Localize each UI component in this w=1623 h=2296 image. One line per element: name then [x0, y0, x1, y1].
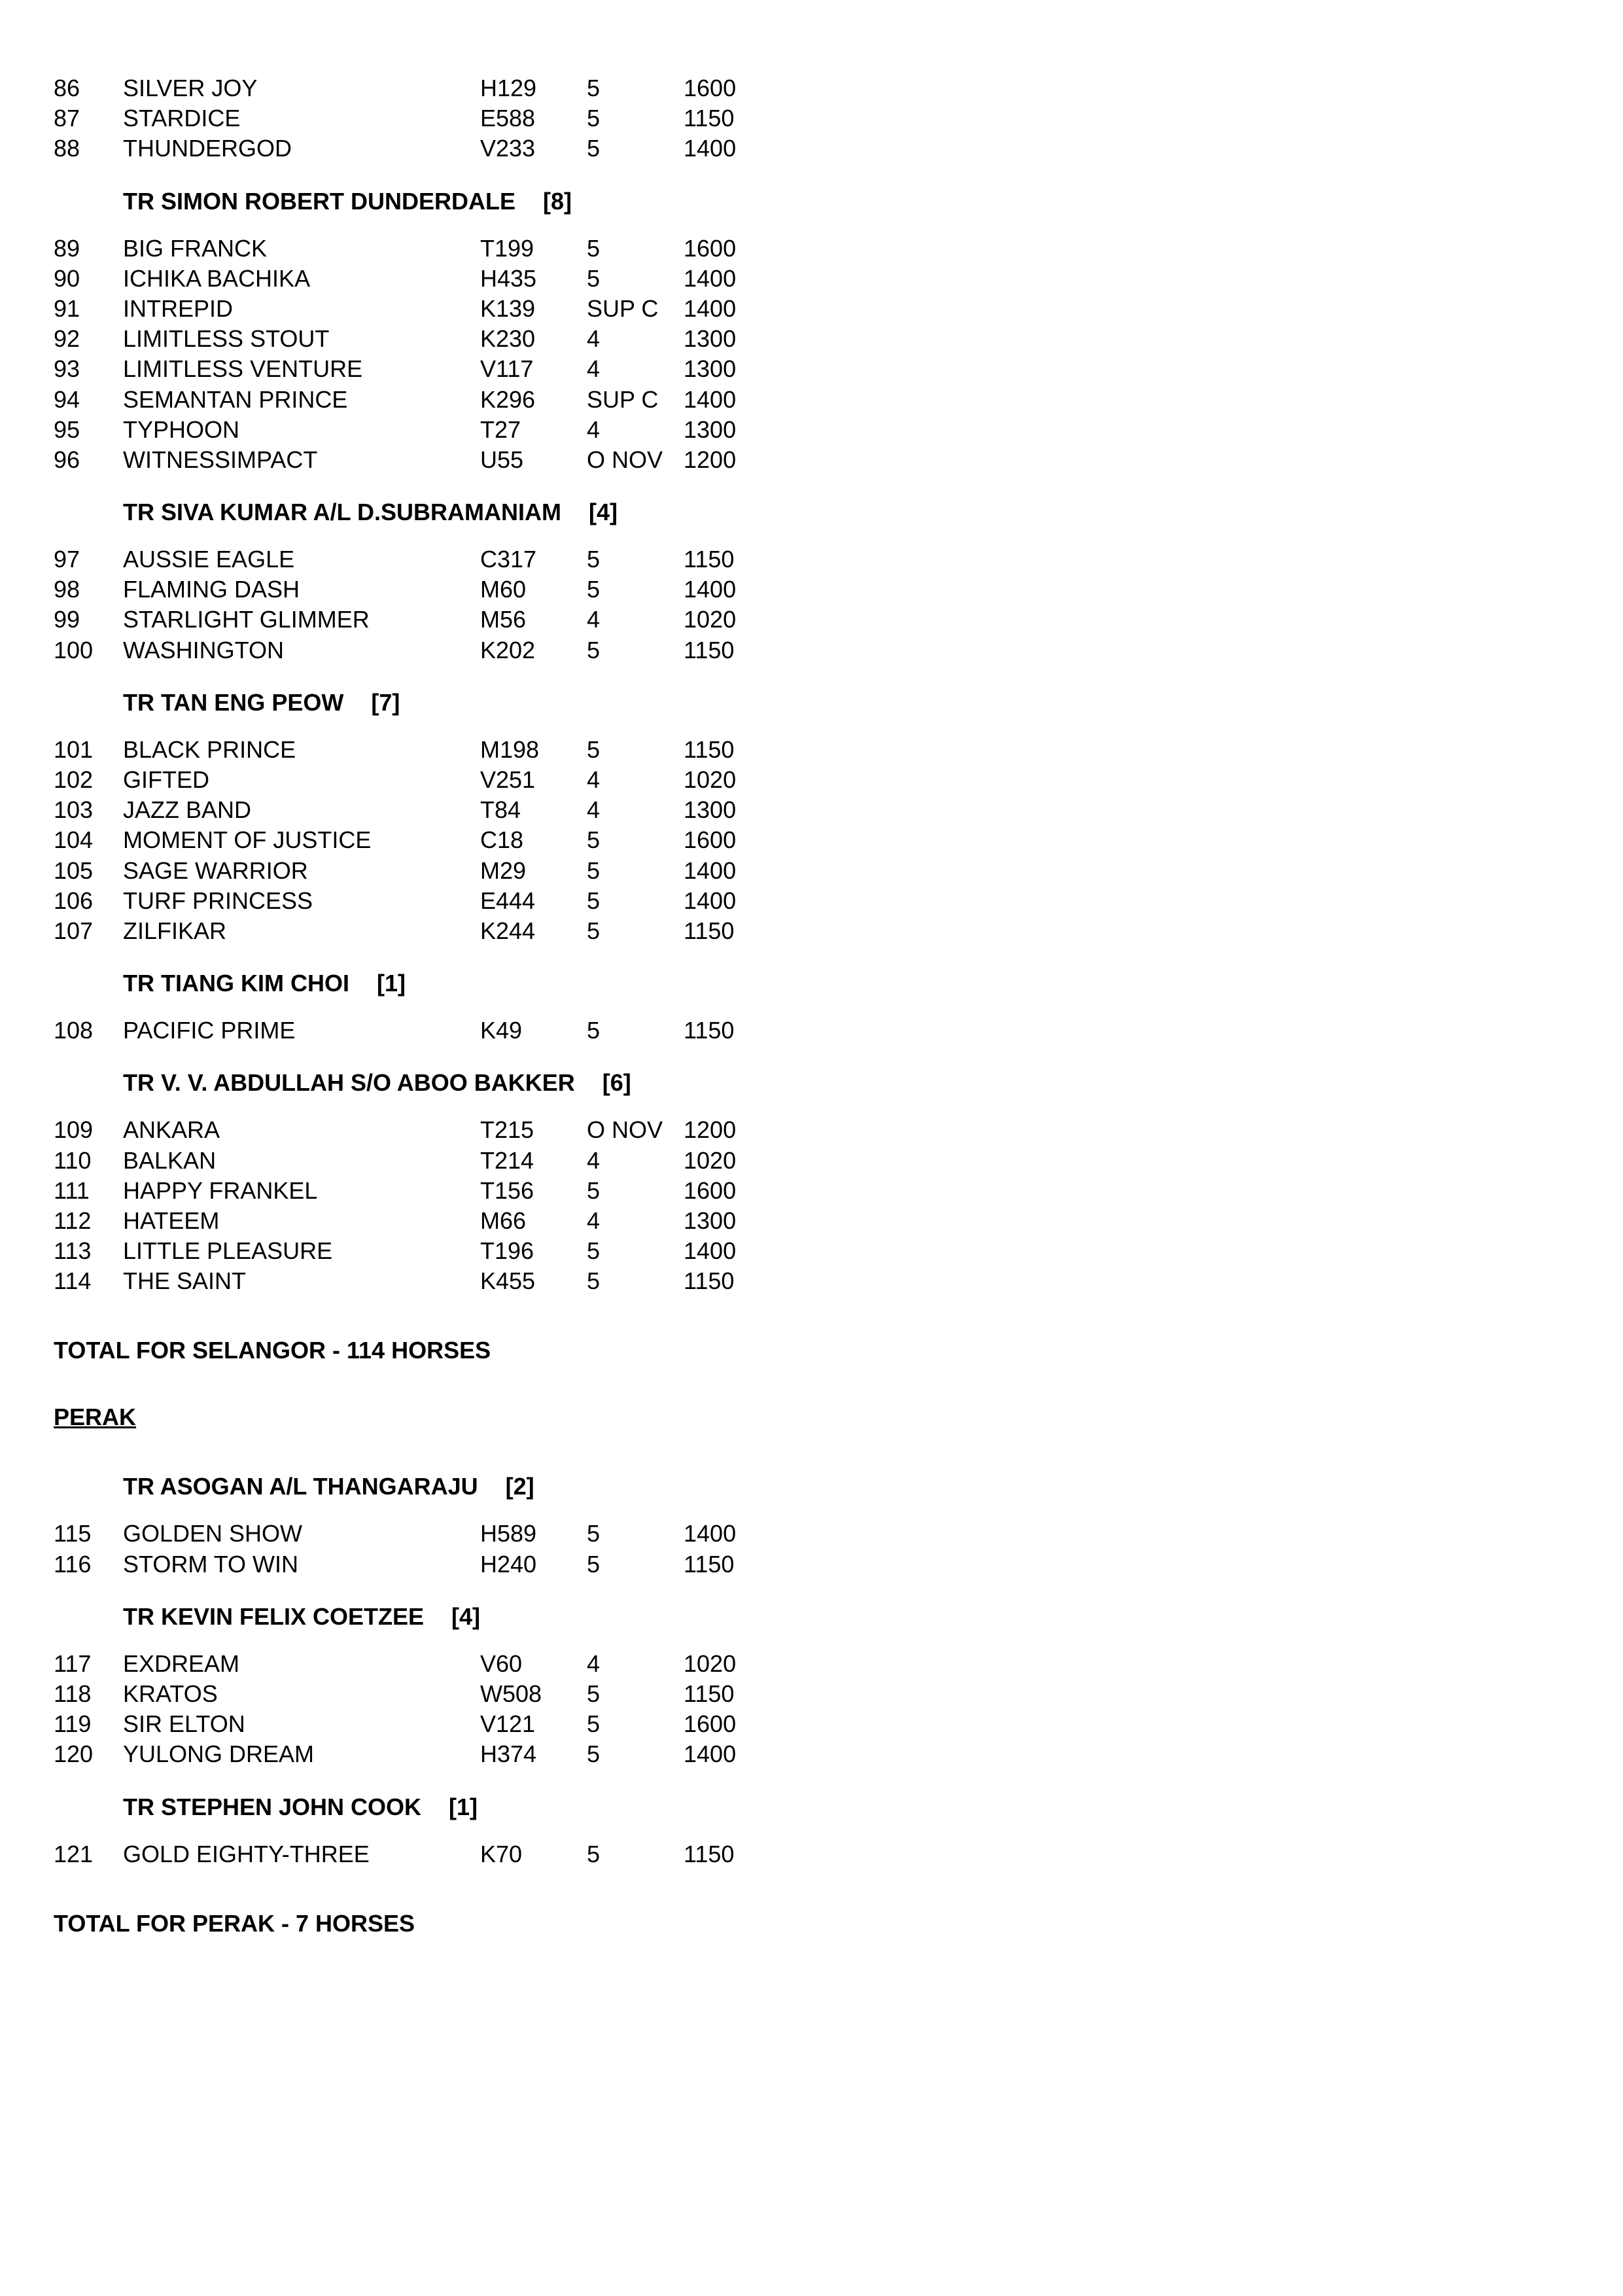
- horse-name: BIG FRANCK: [123, 234, 268, 262]
- trainer-horse-count: [1]: [449, 1793, 478, 1820]
- trainer-horse-count: [1]: [376, 970, 406, 997]
- race-distance: 1150: [684, 636, 735, 663]
- horse-code: M60: [480, 576, 527, 603]
- race-distance: 1150: [684, 1680, 735, 1707]
- horse-code: T199: [480, 234, 534, 262]
- race-class: 5: [587, 857, 601, 884]
- horse-row: [54, 415, 773, 445]
- horse-name: BALKAN: [123, 1146, 217, 1174]
- horse-name: SILVER JOY: [123, 75, 258, 101]
- region-total: TOTAL FOR PERAK - 7 HORSES: [54, 1909, 415, 1937]
- horse-code: H240: [480, 1550, 537, 1578]
- race-distance: 1600: [684, 75, 737, 101]
- trainer-name: TR TIANG KIM CHOI: [123, 970, 349, 997]
- race-distance: 1200: [684, 446, 737, 473]
- horse-code: T196: [480, 1237, 534, 1265]
- trainer-horse-count: [2]: [505, 1473, 534, 1500]
- horse-name: STARLIGHT GLIMMER: [123, 606, 370, 633]
- race-class: 5: [587, 1520, 601, 1547]
- race-distance: 1150: [684, 917, 735, 944]
- horse-name: STORM TO WIN: [123, 1550, 299, 1578]
- horse-row: [54, 825, 773, 855]
- trainer-heading: [54, 1068, 773, 1098]
- horse-number: 94: [54, 385, 80, 413]
- horse-code: H589: [480, 1520, 537, 1547]
- race-distance: 1300: [684, 796, 737, 824]
- race-distance: 1400: [684, 576, 737, 603]
- horse-code: K230: [480, 325, 536, 353]
- horse-number: 105: [54, 857, 94, 884]
- trainer-heading: [54, 688, 773, 718]
- horse-name: ZILFIKAR: [123, 917, 227, 944]
- race-distance: 1150: [684, 735, 735, 763]
- horse-code: V121: [480, 1710, 536, 1738]
- race-class: 5: [587, 1237, 601, 1265]
- horse-row: [54, 133, 773, 164]
- race-distance: 1150: [684, 546, 735, 573]
- horse-number: 97: [54, 546, 80, 573]
- trainer-heading: [54, 1472, 773, 1502]
- horse-row: [54, 103, 773, 133]
- horse-row: [54, 385, 773, 415]
- race-class: 4: [587, 1207, 601, 1234]
- horse-row: [54, 1709, 773, 1739]
- horse-row: [54, 735, 773, 765]
- horse-code: M29: [480, 857, 527, 884]
- race-distance: 1150: [684, 1267, 735, 1295]
- trainer-heading: [54, 1602, 773, 1632]
- horse-row: [54, 73, 773, 103]
- race-class: 5: [587, 735, 601, 763]
- horse-name: GOLDEN SHOW: [123, 1520, 303, 1547]
- race-class: 5: [587, 576, 601, 603]
- horse-row: [54, 1206, 773, 1236]
- horse-number: 119: [54, 1710, 92, 1738]
- horse-code: T27: [480, 415, 521, 443]
- horse-name: ANKARA: [123, 1116, 220, 1144]
- horse-number: 109: [54, 1116, 94, 1144]
- race-class: O NOV: [587, 1116, 663, 1144]
- horse-name: WASHINGTON: [123, 636, 285, 663]
- horse-code: V251: [480, 766, 536, 793]
- horse-number: 107: [54, 917, 94, 944]
- horse-name: GOLD EIGHTY-THREE: [123, 1840, 370, 1867]
- horse-number: 96: [54, 446, 80, 473]
- race-class: 5: [587, 1550, 601, 1578]
- race-class: 5: [587, 1710, 601, 1738]
- horse-code: K49: [480, 1017, 523, 1044]
- trainer-name: TR STEPHEN JOHN COOK: [123, 1793, 422, 1820]
- trainer-heading: [54, 1792, 773, 1822]
- horse-name: SEMANTAN PRINCE: [123, 385, 348, 413]
- horse-number: 86: [54, 75, 80, 101]
- race-class: 4: [587, 796, 601, 824]
- race-class: 5: [587, 264, 601, 292]
- horse-number: 118: [54, 1680, 92, 1707]
- horse-code: H374: [480, 1740, 537, 1768]
- horse-name: THE SAINT: [123, 1267, 247, 1295]
- horse-row: [54, 294, 773, 324]
- horse-row: [54, 605, 773, 635]
- horse-row: [54, 234, 773, 264]
- horse-code: V117: [480, 355, 534, 383]
- horse-row: [54, 1519, 773, 1549]
- horse-name: LIMITLESS STOUT: [123, 325, 330, 353]
- horse-number: 98: [54, 576, 80, 603]
- horse-row: [54, 635, 773, 665]
- race-distance: 1200: [684, 1116, 737, 1144]
- race-distance: 1300: [684, 415, 737, 443]
- horse-number: 117: [54, 1650, 92, 1677]
- horse-number: 116: [54, 1550, 92, 1578]
- race-distance: 1300: [684, 1207, 737, 1234]
- race-class: SUP C: [587, 385, 659, 413]
- horse-row: [54, 574, 773, 605]
- horse-row: [54, 1115, 773, 1145]
- horse-name: HAPPY FRANKEL: [123, 1176, 318, 1204]
- horse-number: 92: [54, 325, 80, 353]
- horse-code: E444: [480, 887, 536, 914]
- horse-name: STARDICE: [123, 105, 241, 132]
- horse-row: [54, 324, 773, 354]
- horse-number: 100: [54, 636, 94, 663]
- horse-name: EXDREAM: [123, 1650, 240, 1677]
- horse-name: SIR ELTON: [123, 1710, 245, 1738]
- trainer-name: TR TAN ENG PEOW: [123, 688, 344, 716]
- horse-row: [54, 544, 773, 574]
- race-distance: 1400: [684, 1740, 737, 1768]
- horse-code: M66: [480, 1207, 527, 1234]
- horse-number: 104: [54, 826, 94, 854]
- horse-code: C18: [480, 826, 524, 854]
- horse-name: MOMENT OF JUSTICE: [123, 826, 372, 854]
- horse-code: K296: [480, 385, 536, 413]
- horse-name: LITTLE PLEASURE: [123, 1237, 333, 1265]
- horse-code: M198: [480, 735, 540, 763]
- race-distance: 1600: [684, 1176, 737, 1204]
- horse-row: [54, 354, 773, 384]
- race-distance: 1400: [684, 1520, 737, 1547]
- race-class: 5: [587, 1267, 601, 1295]
- horse-number: 112: [54, 1207, 92, 1234]
- horse-row: [54, 1839, 773, 1869]
- race-class: 4: [587, 1650, 601, 1677]
- horse-number: 99: [54, 606, 80, 633]
- horse-code: T84: [480, 796, 521, 824]
- race-distance: 1400: [684, 1237, 737, 1265]
- horse-name: WITNESSIMPACT: [123, 446, 318, 473]
- race-class: 4: [587, 766, 601, 793]
- race-class: 4: [587, 355, 601, 383]
- race-class: 5: [587, 1176, 601, 1204]
- horse-code: V233: [480, 135, 536, 162]
- trainer-horse-count: [4]: [451, 1602, 481, 1630]
- trainer-heading: [54, 186, 773, 217]
- race-distance: 1600: [684, 826, 737, 854]
- horse-row: [54, 264, 773, 294]
- race-distance: 1020: [684, 766, 737, 793]
- horse-name: FLAMING DASH: [123, 576, 300, 603]
- race-class: 5: [587, 1740, 601, 1768]
- horse-code: C317: [480, 546, 537, 573]
- horse-number: 101: [54, 735, 94, 763]
- race-class: 5: [587, 105, 601, 132]
- race-distance: 1400: [684, 385, 737, 413]
- region-heading: PERAK: [54, 1404, 137, 1431]
- race-class: 4: [587, 325, 601, 353]
- trainer-name: TR ASOGAN A/L THANGARAJU: [123, 1473, 478, 1500]
- horse-name: THUNDERGOD: [123, 135, 292, 162]
- horse-name: INTREPID: [123, 294, 234, 322]
- horse-number: 121: [54, 1840, 94, 1867]
- horse-code: M56: [480, 606, 527, 633]
- trainer-horse-count: [4]: [588, 499, 618, 526]
- race-distance: 1600: [684, 1710, 737, 1738]
- horse-name: TURF PRINCESS: [123, 887, 313, 914]
- horse-name: HATEEM: [123, 1207, 220, 1234]
- horse-number: 115: [54, 1520, 92, 1547]
- horse-row: [54, 1739, 773, 1769]
- horse-code: K244: [480, 917, 536, 944]
- race-class: O NOV: [587, 446, 663, 473]
- race-class: 5: [587, 1840, 601, 1867]
- race-class: SUP C: [587, 294, 659, 322]
- race-class: 4: [587, 1146, 601, 1174]
- race-distance: 1400: [684, 135, 737, 162]
- horse-name: ICHIKA BACHIKA: [123, 264, 311, 292]
- race-distance: 1020: [684, 606, 737, 633]
- race-distance: 1020: [684, 1146, 737, 1174]
- race-distance: 1150: [684, 1840, 735, 1867]
- race-distance: 1300: [684, 325, 737, 353]
- horse-row: [54, 445, 773, 475]
- race-class: 4: [587, 606, 601, 633]
- horse-code: V60: [480, 1650, 523, 1677]
- trainer-name: TR V. V. ABDULLAH S/O ABOO BAKKER: [123, 1069, 575, 1097]
- horse-name: SAGE WARRIOR: [123, 857, 308, 884]
- horse-number: 91: [54, 294, 80, 322]
- horse-row: [54, 1679, 773, 1709]
- race-class: 5: [587, 917, 601, 944]
- horse-name: PACIFIC PRIME: [123, 1017, 296, 1044]
- horse-name: TYPHOON: [123, 415, 240, 443]
- race-class: 4: [587, 415, 601, 443]
- horse-row: [54, 765, 773, 795]
- horse-number: 106: [54, 887, 94, 914]
- horse-number: 120: [54, 1740, 94, 1768]
- horse-number: 103: [54, 796, 94, 824]
- horse-row: [54, 1146, 773, 1176]
- race-distance: 1020: [684, 1650, 737, 1677]
- horse-number: 95: [54, 415, 80, 443]
- trainer-name: TR KEVIN FELIX COETZEE: [123, 1602, 425, 1630]
- horse-code: H129: [480, 75, 537, 101]
- race-class: 5: [587, 234, 601, 262]
- horse-name: GIFTED: [123, 766, 209, 793]
- race-class: 5: [587, 75, 601, 101]
- horse-name: KRATOS: [123, 1680, 218, 1707]
- horse-name: AUSSIE EAGLE: [123, 546, 295, 573]
- horse-list-document: [54, 73, 773, 1939]
- horse-code: T156: [480, 1176, 534, 1204]
- horse-name: JAZZ BAND: [123, 796, 252, 824]
- horse-name: LIMITLESS VENTURE: [123, 355, 363, 383]
- race-class: 5: [587, 826, 601, 854]
- race-class: 5: [587, 1680, 601, 1707]
- horse-code: W508: [480, 1680, 542, 1707]
- horse-number: 111: [54, 1176, 90, 1204]
- race-class: 5: [587, 1017, 601, 1044]
- race-class: 5: [587, 135, 601, 162]
- horse-row: [54, 1549, 773, 1580]
- horse-number: 89: [54, 234, 80, 262]
- horse-row: [54, 1266, 773, 1296]
- horse-code: E588: [480, 105, 536, 132]
- trainer-horse-count: [6]: [602, 1069, 631, 1097]
- race-distance: 1600: [684, 234, 737, 262]
- horse-code: K455: [480, 1267, 536, 1295]
- horse-row: [54, 1016, 773, 1046]
- race-distance: 1400: [684, 857, 737, 884]
- horse-code: H435: [480, 264, 537, 292]
- horse-number: 102: [54, 766, 94, 793]
- horse-row: [54, 795, 773, 825]
- race-distance: 1300: [684, 355, 737, 383]
- horse-name: BLACK PRINCE: [123, 735, 296, 763]
- horse-number: 110: [54, 1146, 92, 1174]
- horse-row: [54, 856, 773, 886]
- race-distance: 1400: [684, 887, 737, 914]
- horse-name: YULONG DREAM: [123, 1740, 315, 1768]
- horse-code: U55: [480, 446, 524, 473]
- trainer-name: TR SIVA KUMAR A/L D.SUBRAMANIAM: [123, 499, 561, 526]
- horse-code: T215: [480, 1116, 534, 1144]
- trainer-name: TR SIMON ROBERT DUNDERDALE: [123, 187, 515, 215]
- trainer-horse-count: [7]: [371, 688, 400, 716]
- race-distance: 1400: [684, 264, 737, 292]
- horse-row: [54, 916, 773, 946]
- horse-number: 113: [54, 1237, 92, 1265]
- horse-row: [54, 886, 773, 916]
- race-distance: 1150: [684, 105, 735, 132]
- horse-number: 88: [54, 135, 80, 162]
- horse-code: K202: [480, 636, 536, 663]
- trainer-heading: [54, 497, 773, 527]
- race-distance: 1400: [684, 294, 737, 322]
- horse-code: K70: [480, 1840, 523, 1867]
- horse-code: T214: [480, 1146, 534, 1174]
- horse-code: K139: [480, 294, 536, 322]
- race-distance: 1150: [684, 1017, 735, 1044]
- horse-number: 93: [54, 355, 80, 383]
- trainer-heading: [54, 968, 773, 998]
- trainer-horse-count: [8]: [543, 187, 572, 215]
- horse-row: [54, 1236, 773, 1266]
- horse-number: 90: [54, 264, 80, 292]
- horse-row: [54, 1649, 773, 1679]
- horse-number: 87: [54, 105, 80, 132]
- horse-row: [54, 1176, 773, 1206]
- race-class: 5: [587, 546, 601, 573]
- race-class: 5: [587, 636, 601, 663]
- race-distance: 1150: [684, 1550, 735, 1578]
- race-class: 5: [587, 887, 601, 914]
- horse-number: 114: [54, 1267, 92, 1295]
- region-total: TOTAL FOR SELANGOR - 114 HORSES: [54, 1337, 491, 1364]
- horse-number: 108: [54, 1017, 94, 1044]
